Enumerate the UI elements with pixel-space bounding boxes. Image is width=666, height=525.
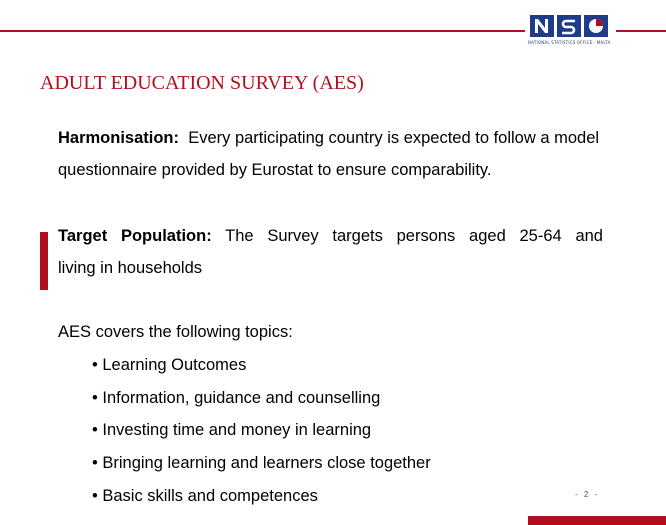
header-rule bbox=[0, 30, 525, 32]
target-population-text-line2: living in households bbox=[58, 259, 203, 277]
harmonisation-text: Every participating country is expected to follow a model questionnaire provided by Eurostat to ensure comparability. bbox=[58, 129, 600, 179]
list-item: • Information, guidance and counselling bbox=[92, 388, 381, 407]
list-item: • Basic skills and competences bbox=[92, 486, 318, 505]
harmonisation-label: Harmonisation: bbox=[58, 129, 180, 147]
target-population-text-line1: The Survey targets persons aged 25-64 and bbox=[225, 227, 603, 245]
logo-caption: NATIONAL STATISTICS OFFICE · MALTA bbox=[528, 40, 611, 45]
header-rule-right bbox=[616, 30, 666, 32]
target-population-paragraph bbox=[58, 220, 603, 284]
topics-list bbox=[92, 349, 431, 512]
footer-bar bbox=[528, 516, 666, 525]
target-population-label: Target Population: bbox=[58, 227, 212, 245]
list-item: • Investing time and money in learning bbox=[92, 421, 372, 440]
topics-intro: AES covers the following topics: bbox=[58, 323, 293, 341]
slide-title: ADULT EDUCATION SURVEY (AES) bbox=[40, 72, 364, 94]
harmonisation-paragraph bbox=[58, 122, 603, 186]
list-item: • Bringing learning and learners close together bbox=[92, 454, 431, 473]
accent-bar bbox=[40, 232, 48, 290]
list-item: • Learning Outcomes bbox=[92, 356, 247, 374]
target-population-line1 bbox=[58, 220, 603, 252]
page-number: - 2 - bbox=[575, 490, 600, 499]
